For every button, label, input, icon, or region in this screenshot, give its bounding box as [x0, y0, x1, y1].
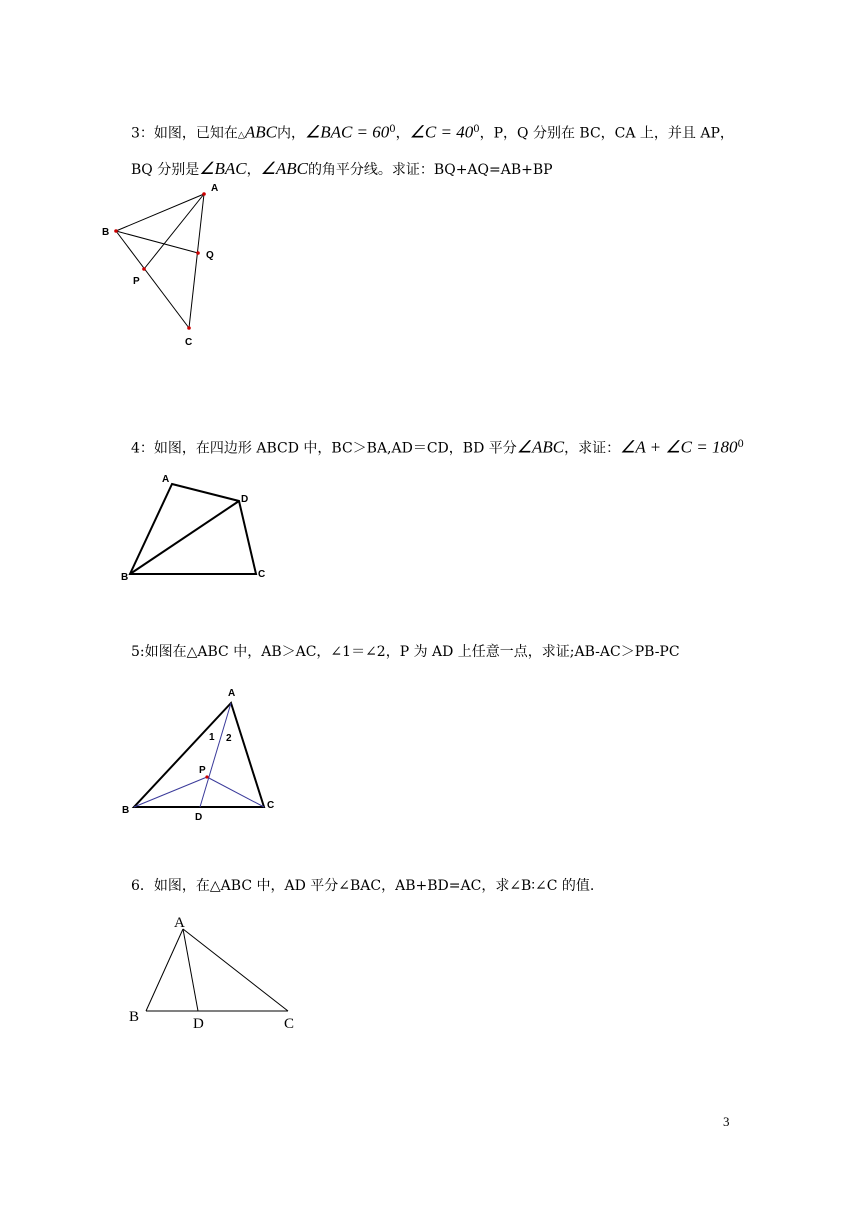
triangle-symbol: △: [237, 130, 245, 141]
degree-mark: 0: [389, 124, 396, 135]
problem-3-number: 3：: [131, 125, 154, 142]
label-b: B: [102, 227, 110, 238]
label-b: B: [129, 1009, 140, 1025]
problem-3-text-e: 的角平分线。求证：BQ+AQ=AB+BP: [307, 162, 553, 178]
angle-bac-eq: ∠BAC = 60: [304, 122, 390, 142]
comma: ，: [395, 125, 410, 142]
problem-3-text-b: 内，: [276, 125, 305, 142]
label-a: A: [211, 183, 219, 194]
problem-5-text: 5:如图在△ABC 中，AB＞AC，∠1＝∠2，P 为 AD 上任意一点，求证;AB-AC＞PB-PC: [131, 644, 680, 660]
label-p: P: [199, 765, 206, 776]
segment-ac: [183, 929, 288, 1011]
segment-ad: [183, 929, 198, 1011]
label-a: A: [228, 688, 236, 699]
label-c: C: [258, 569, 266, 580]
problem-4-text-b: ，求证：: [564, 440, 621, 457]
comma: ，: [246, 162, 261, 178]
angle-abc: ∠ABC: [516, 437, 565, 457]
angle-c-eq: ∠C = 40: [409, 122, 474, 142]
label-a: A: [162, 474, 170, 485]
degree-mark: 0: [737, 439, 744, 450]
problem-3-text-d: BQ 分别是: [131, 162, 200, 178]
label-b: B: [121, 572, 129, 583]
label-d: D: [241, 494, 249, 505]
triangle-name: ABC: [244, 122, 277, 142]
label-b: B: [122, 805, 130, 816]
label-c: C: [185, 337, 193, 348]
label-angle-1: 1: [209, 732, 215, 743]
label-d: D: [193, 1016, 204, 1032]
label-c: C: [267, 800, 275, 811]
label-a: A: [174, 915, 185, 931]
degree-mark: 0: [473, 124, 480, 135]
label-angle-2: 2: [226, 733, 232, 744]
problem-3-text-c: ，P，Q 分别在 BC，CA 上，并且 AP，: [479, 125, 734, 142]
label-p: P: [133, 276, 140, 287]
problem-4-text-a: 4：如图，在四边形 ABCD 中，BC＞BA,AD＝CD，BD 平分: [131, 440, 517, 457]
label-d: D: [195, 812, 203, 823]
label-q: Q: [206, 250, 214, 261]
angle-abc: ∠ABC: [260, 159, 308, 178]
problem-6-text: 6．如图，在△ABC 中，AD 平分∠BAC，AB+BD=AC，求∠B∶∠C 的值.: [131, 878, 595, 894]
problem-3-text-a: 如图，已知在: [153, 125, 238, 142]
page-number: 3: [723, 1114, 730, 1129]
segment-ab: [146, 929, 183, 1011]
angle-sum-eq: ∠A + ∠C = 180: [620, 437, 738, 457]
label-c: C: [284, 1016, 295, 1032]
angle-bac: ∠BAC: [199, 159, 247, 178]
